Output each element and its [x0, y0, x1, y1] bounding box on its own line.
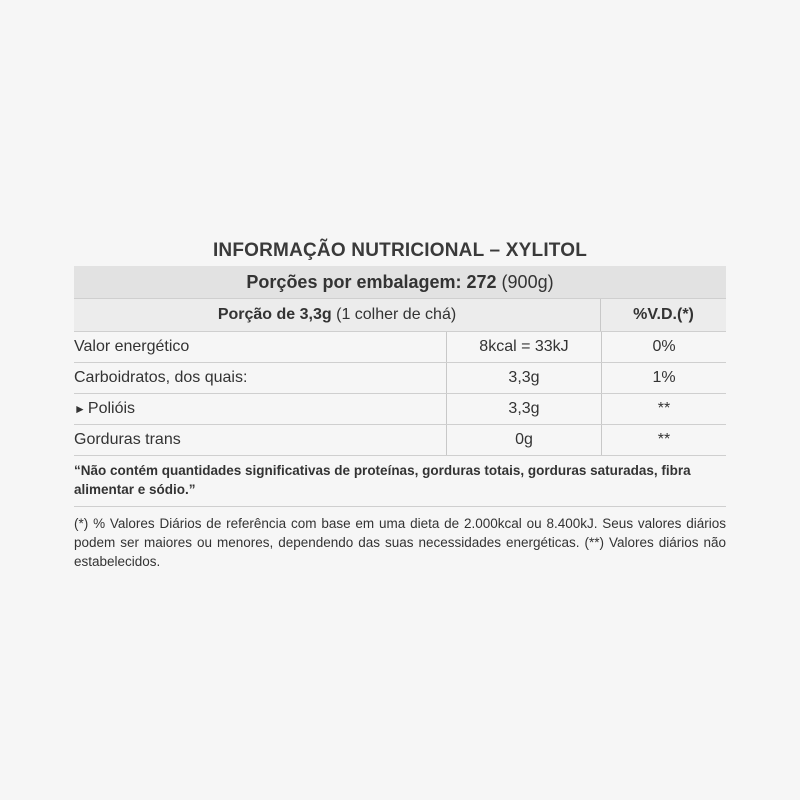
- portion-header: [74, 299, 601, 331]
- table-row: [74, 363, 726, 394]
- portion-note: (1 colher de chá): [336, 306, 457, 323]
- nutrition-facts-panel: [74, 236, 726, 571]
- nutrient-vd: 1%: [652, 369, 676, 386]
- portion-label: Porção de 3,3g: [217, 306, 332, 323]
- nutrient-vd: **: [657, 431, 671, 448]
- table-header: [74, 299, 726, 332]
- servings-label: Porções por embalagem: 272: [246, 272, 497, 292]
- daily-value-header: %V.D.(*): [633, 306, 694, 323]
- daily-values-footnote: (*) % Valores Diários de referência com base em uma dieta de 2.000kcal ou 8.400kJ. Seus valores diários podem ser maiores ou menores, dependendo das suas necessidades energéticas. (**) Valores diários não estabelecidos.: [74, 516, 726, 569]
- insignificant-nutrients-note: “Não contém quantidades significativas de proteínas, gorduras totais, gorduras saturadas, fibra alimentar e sódio.”: [74, 456, 726, 507]
- table-row: [74, 425, 726, 456]
- table-row: [74, 394, 726, 425]
- panel-title: INFORMAÇÃO NUTRICIONAL – XYLITOL: [212, 240, 588, 261]
- nutrient-amount: 3,3g: [447, 394, 602, 424]
- nutrient-name: Valor energético: [74, 332, 447, 362]
- nutrient-name: Polióis: [87, 400, 136, 417]
- nutrient-amount: 3,3g: [447, 363, 602, 393]
- nutrient-vd: **: [657, 400, 671, 417]
- nutrient-name: Carboidratos, dos quais:: [74, 363, 447, 393]
- nutrient-vd: 0%: [652, 338, 676, 355]
- bullet-triangle-icon: ►: [74, 402, 86, 416]
- nutrient-amount: 8kcal = 33kJ: [447, 332, 602, 362]
- table-row: [74, 332, 726, 363]
- servings-per-package: [74, 266, 726, 299]
- nutrient-name-sub: [74, 394, 447, 424]
- package-weight: (900g): [501, 272, 554, 292]
- nutrient-amount: 0g: [447, 425, 602, 455]
- nutrient-name: Gorduras trans: [74, 425, 447, 455]
